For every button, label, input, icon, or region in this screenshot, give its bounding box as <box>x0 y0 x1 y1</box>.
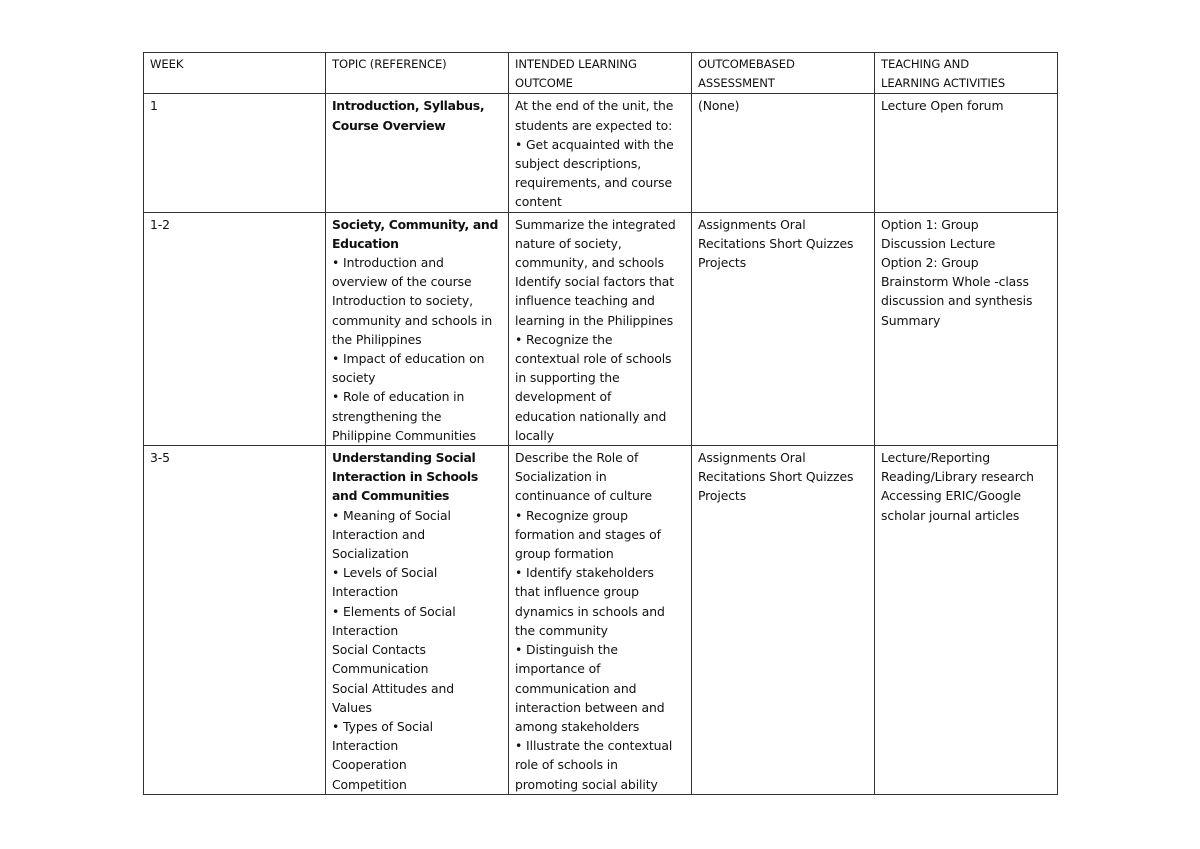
header-outcome-based-assessment: OUTCOMEBASED ASSESSMENT <box>692 53 875 94</box>
outcome-cell: At the end of the unit, the students are expected to: • Get acquainted with the subject descriptions, requirements, and course content <box>509 94 692 212</box>
header-row <box>144 53 1058 94</box>
header-teaching-learning-activities: TEACHING AND LEARNING ACTIVITIES <box>875 53 1058 94</box>
week-cell: 1-2 <box>144 212 326 445</box>
assessment-cell: Assignments Oral Recitations Short Quizzes Projects <box>692 212 875 445</box>
week-cell: 1 <box>144 94 326 212</box>
assessment-cell: Assignments Oral Recitations Short Quizzes Projects <box>692 446 875 795</box>
header-week: WEEK <box>144 53 326 94</box>
assessment-cell: (None) <box>692 94 875 212</box>
activities-cell: Lecture/Reporting Reading/Library research Accessing ERIC/Google scholar journal articles <box>875 446 1058 795</box>
activities-cell: Option 1: Group Discussion Lecture Option 2: Group Brainstorm Whole -class discussion and synthesis Summary <box>875 212 1058 445</box>
week-cell: 3-5 <box>144 446 326 795</box>
table-row <box>144 94 1058 212</box>
outcome-cell: Summarize the integrated nature of society, community, and schools Identify social factors that influence teaching and learning in the Philippines • Recognize the contextual role of schools in supporting the development of education nationally and locally <box>509 212 692 445</box>
table-row <box>144 446 1058 795</box>
topic-cell: Introduction, Syllabus, Course Overview <box>326 94 509 212</box>
outcome-cell: Describe the Role of Socialization in continuance of culture • Recognize group formation and stages of group formation • Identify stakeholders that influence group dynamics in schools and the community • Distinguish the importance of communication and interaction between and among stakeholders • Illustrate the contextual role of schools in promoting social ability <box>509 446 692 795</box>
header-topic: TOPIC (REFERENCE) <box>326 53 509 94</box>
table-row <box>144 212 1058 445</box>
header-intended-learning-outcome: INTENDED LEARNING OUTCOME <box>509 53 692 94</box>
topic-cell: Society, Community, and Education • Introduction and overview of the course Introduction to society, community and schools in the Philippines • Impact of education on society • Role of education in strengthening the Philippine Communities <box>326 212 509 445</box>
topic-cell: Understanding Social Interaction in Schools and Communities • Meaning of Social Interaction and Socialization • Levels of Social Interaction • Elements of Social Interaction Social Contacts Communication Social Attitudes and Values • Types of Social Interaction Cooperation Competition <box>326 446 509 795</box>
syllabus-table <box>143 52 1058 795</box>
activities-cell: Lecture Open forum <box>875 94 1058 212</box>
